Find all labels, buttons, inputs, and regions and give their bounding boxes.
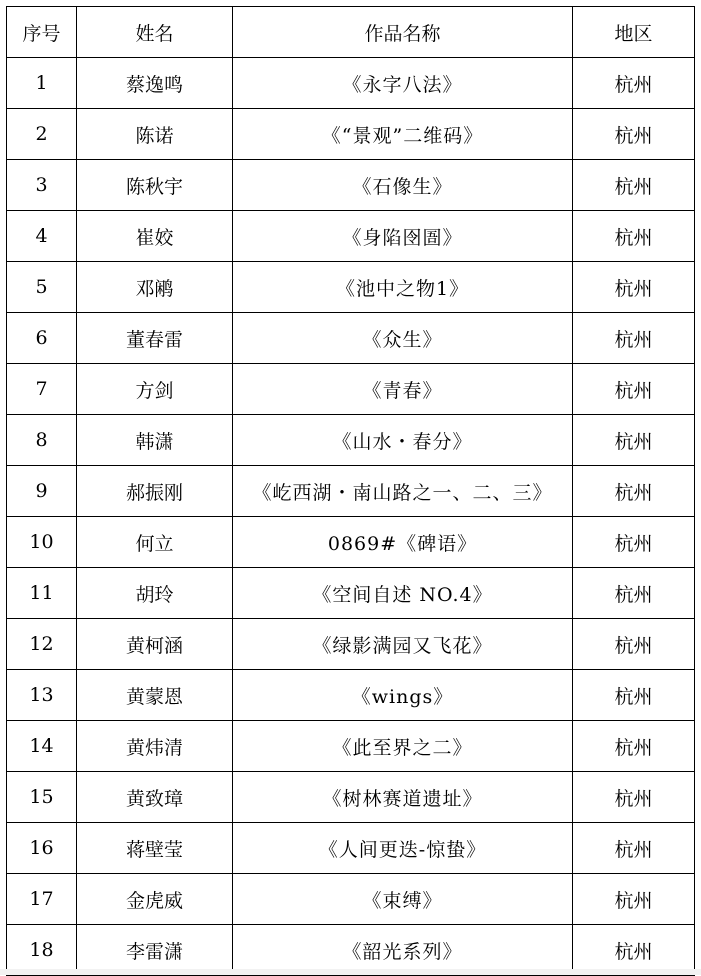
cell-index: 13 — [7, 670, 77, 721]
table-row — [7, 772, 695, 823]
cell-name: 黄炜清 — [77, 721, 233, 772]
header-index: 序号 — [7, 7, 77, 58]
cell-region: 杭州 — [573, 517, 695, 568]
header-title: 作品名称 — [233, 7, 573, 58]
cell-title: 《“景观”二维码》 — [233, 109, 573, 160]
table-row — [7, 262, 695, 313]
table-row — [7, 925, 695, 976]
table-row — [7, 160, 695, 211]
cell-index: 2 — [7, 109, 77, 160]
cell-region: 杭州 — [573, 925, 695, 976]
cell-region: 杭州 — [573, 58, 695, 109]
cell-name: 黄柯涵 — [77, 619, 233, 670]
cell-title: 《永字八法》 — [233, 58, 573, 109]
cell-name: 李雷潇 — [77, 925, 233, 976]
cell-index: 18 — [7, 925, 77, 976]
cell-region: 杭州 — [573, 313, 695, 364]
cell-name: 黄蒙恩 — [77, 670, 233, 721]
page-bottom-edge — [0, 969, 701, 975]
cell-title: 《众生》 — [233, 313, 573, 364]
cell-region: 杭州 — [573, 109, 695, 160]
cell-region: 杭州 — [573, 721, 695, 772]
table-row — [7, 517, 695, 568]
cell-region: 杭州 — [573, 364, 695, 415]
cell-title: 《此至界之二》 — [233, 721, 573, 772]
cell-index: 4 — [7, 211, 77, 262]
table-row — [7, 568, 695, 619]
cell-name: 胡玲 — [77, 568, 233, 619]
works-table — [6, 6, 695, 976]
cell-name: 郝振刚 — [77, 466, 233, 517]
cell-region: 杭州 — [573, 823, 695, 874]
cell-name: 蒋壁莹 — [77, 823, 233, 874]
cell-index: 12 — [7, 619, 77, 670]
table-row — [7, 466, 695, 517]
cell-region: 杭州 — [573, 262, 695, 313]
table-row — [7, 619, 695, 670]
cell-region: 杭州 — [573, 670, 695, 721]
table-row — [7, 211, 695, 262]
cell-index: 8 — [7, 415, 77, 466]
table-row — [7, 58, 695, 109]
cell-index: 14 — [7, 721, 77, 772]
cell-region: 杭州 — [573, 874, 695, 925]
cell-title: 《屹西湖・南山路之一、二、三》 — [233, 466, 573, 517]
cell-name: 方剑 — [77, 364, 233, 415]
cell-title: 《空间自述 NO.4》 — [233, 568, 573, 619]
cell-name: 崔姣 — [77, 211, 233, 262]
cell-region: 杭州 — [573, 568, 695, 619]
cell-name: 金虎威 — [77, 874, 233, 925]
cell-region: 杭州 — [573, 466, 695, 517]
table-row — [7, 415, 695, 466]
cell-title: 《束缚》 — [233, 874, 573, 925]
cell-index: 10 — [7, 517, 77, 568]
header-region: 地区 — [573, 7, 695, 58]
cell-title: 《树林赛道遗址》 — [233, 772, 573, 823]
cell-name: 陈秋宇 — [77, 160, 233, 211]
cell-index: 15 — [7, 772, 77, 823]
table-row — [7, 313, 695, 364]
cell-title: 《人间更迭-惊蛰》 — [233, 823, 573, 874]
cell-title: 《池中之物1》 — [233, 262, 573, 313]
cell-title: 《绿影满园又飞花》 — [233, 619, 573, 670]
document-page — [6, 6, 694, 976]
cell-region: 杭州 — [573, 160, 695, 211]
table-row — [7, 109, 695, 160]
table-body — [7, 58, 695, 976]
cell-region: 杭州 — [573, 772, 695, 823]
cell-index: 7 — [7, 364, 77, 415]
cell-region: 杭州 — [573, 619, 695, 670]
header-name: 姓名 — [77, 7, 233, 58]
cell-index: 5 — [7, 262, 77, 313]
cell-index: 16 — [7, 823, 77, 874]
cell-index: 6 — [7, 313, 77, 364]
table-row — [7, 670, 695, 721]
table-row — [7, 721, 695, 772]
cell-region: 杭州 — [573, 415, 695, 466]
cell-name: 董春雷 — [77, 313, 233, 364]
table-header — [7, 7, 695, 58]
cell-title: 0869#《碑语》 — [233, 517, 573, 568]
cell-index: 1 — [7, 58, 77, 109]
table-row — [7, 874, 695, 925]
table-row — [7, 823, 695, 874]
cell-name: 蔡逸鸣 — [77, 58, 233, 109]
cell-name: 邓鹇 — [77, 262, 233, 313]
cell-name: 黄致璋 — [77, 772, 233, 823]
cell-index: 9 — [7, 466, 77, 517]
table-row — [7, 364, 695, 415]
cell-index: 3 — [7, 160, 77, 211]
cell-name: 陈诺 — [77, 109, 233, 160]
cell-title: 《身陷囹圄》 — [233, 211, 573, 262]
cell-index: 11 — [7, 568, 77, 619]
cell-title: 《韶光系列》 — [233, 925, 573, 976]
cell-title: 《山水・春分》 — [233, 415, 573, 466]
cell-title: 《wings》 — [233, 670, 573, 721]
cell-region: 杭州 — [573, 211, 695, 262]
cell-title: 《石像生》 — [233, 160, 573, 211]
header-row — [7, 7, 695, 58]
cell-name: 何立 — [77, 517, 233, 568]
cell-index: 17 — [7, 874, 77, 925]
cell-title: 《青春》 — [233, 364, 573, 415]
cell-name: 韩潇 — [77, 415, 233, 466]
